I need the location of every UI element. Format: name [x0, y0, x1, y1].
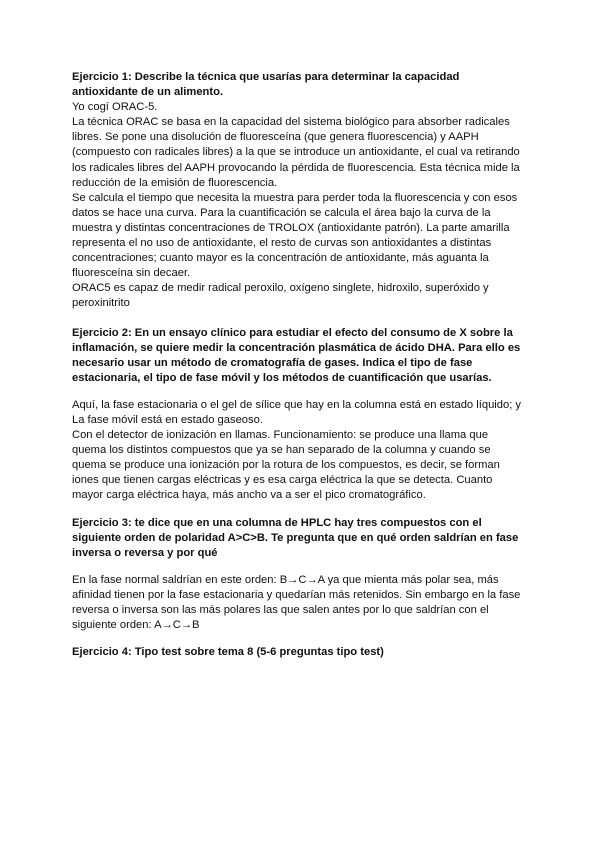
spacer: [72, 633, 524, 645]
exercise-1-answer-radicals: ORAC5 es capaz de medir radical peroxilo, oxígeno singlete, hidroxilo, superóxido y peroxinitrito: [72, 282, 489, 310]
exercise-1-answer-quantification: Se calcula el tiempo que necesita la muestra para perder toda la fluorescencia y con esos datos se hace una curva. Para la cuantificación se calcula el área bajo la curva de la muestra y distintas concentraciones de TROLOX (antioxidante patrón). La parte amarilla representa el no uso de antioxidante, el resto de curvas son antioxidantes a distintas concentraciones; cuanto mayor es la concentración de antioxidante, más aguanta la fluoresceína sin decaer.: [72, 191, 518, 280]
exercise-3-question: Ejercicio 3: te dice que en una columna de HPLC hay tres compuestos con el siguiente orden de polaridad A>C>B. Te pregunta que en qué orden saldrían en fase inversa o reversa y por qué: [72, 516, 519, 559]
spacer: [72, 561, 524, 573]
document-page: [72, 70, 524, 660]
exercise-1-answer-intro: Yo cogí ORAC-5.: [72, 101, 158, 114]
exercise-1-answer-technique: La técnica ORAC se basa en la capacidad del sistema biológico para absorber radicales libres. Se pone una disolución de fluoresceína (que genera fluorescencia) y AAPH (compuesto con radicales libres) a la que se introduce un antioxidante, el cual va retirando los radicales libres del AAPH provocando la pérdida de fluorescencia. Esta técnica mide la reducción de la emisión de fluorescencia.: [72, 116, 520, 189]
spacer: [72, 504, 524, 516]
exercise-1-question: Ejercicio 1: Describe la técnica que usarías para determinar la capacidad antioxidante de un alimento.: [72, 71, 460, 99]
exercise-4-question: Ejercicio 4: Tipo test sobre tema 8 (5-6 preguntas tipo test): [72, 646, 384, 659]
spacer: [72, 386, 524, 398]
exercise-2-answer-detector: Con el detector de ionización en llamas. Funcionamiento: se produce una llama que quema los distintos compuestos que ya se han separado de la columna y cuando se quema se produce una ionización por la rotura de los compuestos, es decir, se forman iones que tienen cargas eléctricas y es esa carga eléctrica la que se detecta. Cuanto mayor carga eléctrica haya, más ancho va a ser el pico cromatográfico.: [72, 429, 500, 502]
exercise-3-answer: En la fase normal saldrían en este orden: B→C→A ya que mienta más polar sea, más afinidad tienen por la fase estacionaria y quedarían más retenidos. Sin embargo en la fase reversa o inversa son las más polares las que salen antes por lo que saldrían con el siguiente orden: A→C→B: [72, 573, 521, 632]
spacer: [72, 312, 524, 326]
exercise-2-question: Ejercicio 2: En un ensayo clínico para estudiar el efecto del consumo de X sobre la inflamación, se quiere medir la concentración plasmática de ácido DHA. Para ello es necesario usar un método de cromatografía de gases. Indica el tipo de fase estacionaria, el tipo de fase móvil y los métodos de cuantificación que usarías.: [72, 326, 521, 384]
exercise-2-answer-phases: Aquí, la fase estacionaria o el gel de sílice que hay en la columna está en estado líquido; y La fase móvil está en estado gaseoso.: [72, 398, 522, 426]
